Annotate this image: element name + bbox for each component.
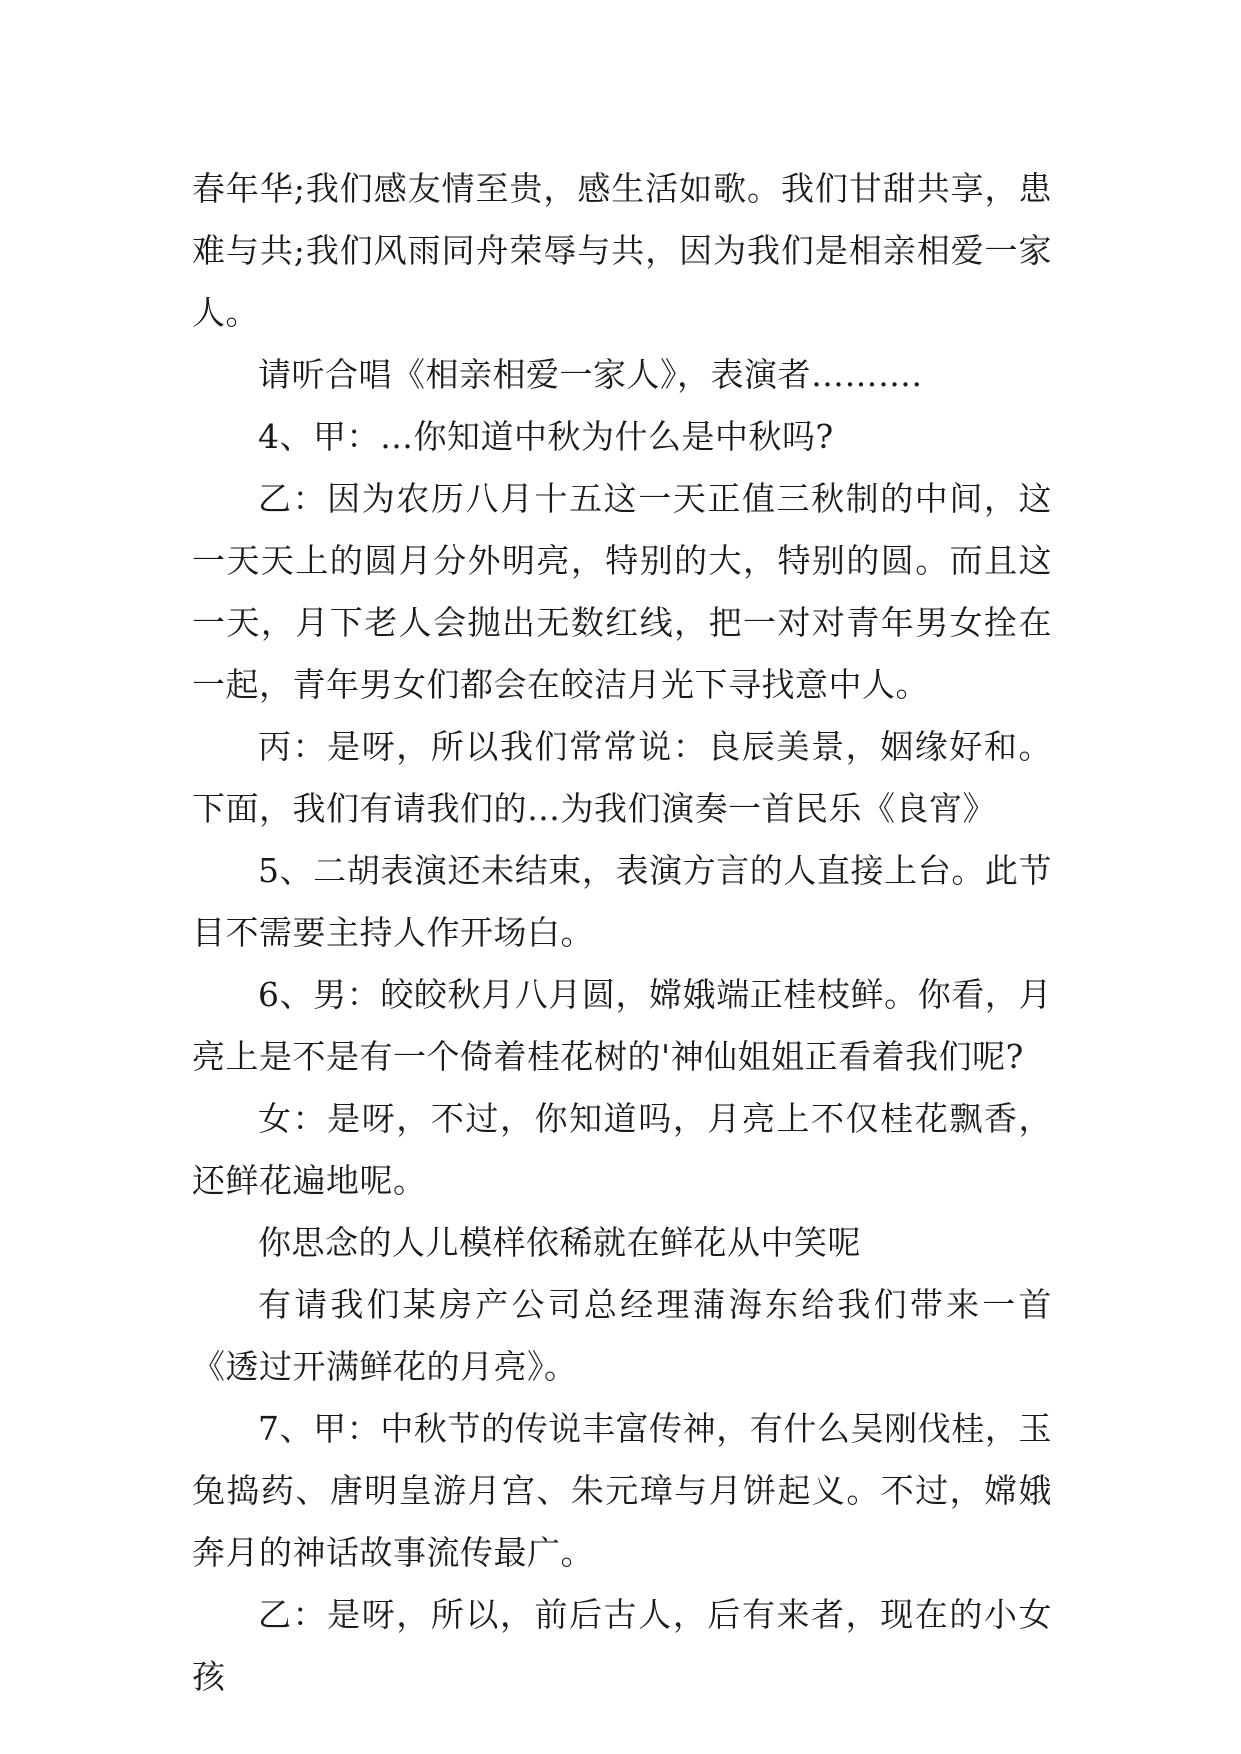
paragraph-11: 7、甲：中秋节的传说丰富传神，有什么吴刚伐桂，玉兔捣药、唐明皇游月宫、朱元璋与月饼起义。不过，嫦娥奔月的神话故事流传最广。 bbox=[192, 1409, 1052, 1572]
paragraph-8: 女：是呀，不过，你知道吗，月亮上不仅桂花飘香，还鲜花遍地呢。 bbox=[192, 1099, 1052, 1200]
body-text bbox=[192, 158, 1052, 1708]
paragraph-9: 你思念的人儿模样依稀就在鲜花从中笑呢 bbox=[258, 1223, 861, 1262]
paragraph-3: 4、甲：…你知道中秋为什么是中秋吗? bbox=[258, 417, 834, 456]
paragraph-6: 5、二胡表演还未结束，表演方言的人直接上台。此节目不需要主持人作开场白。 bbox=[192, 851, 1052, 952]
paragraph-4: 乙：因为农历八月十五这一天正值三秋制的中间，这一天天上的圆月分外明亮，特别的大，特别的圆。而且这一天，月下老人会抛出无数红线，把一对对青年男女拴在一起，青年男女们都会在皎洁月光下寻找意中人。 bbox=[192, 479, 1052, 704]
paragraph-1: 春年华;我们感友情至贵，感生活如歌。我们甘甜共享，患难与共;我们风雨同舟荣辱与共，因为我们是相亲相爱一家人。 bbox=[192, 169, 1052, 332]
paragraph-7: 6、男：皎皎秋月八月圆，嫦娥端正桂枝鲜。你看，月亮上是不是有一个倚着桂花树的'神仙姐姐正看着我们呢? bbox=[192, 975, 1052, 1076]
paragraph-5: 丙：是呀，所以我们常常说：良辰美景，姻缘好和。下面，我们有请我们的…为我们演奏一首民乐《良宵》 bbox=[192, 727, 1052, 828]
paragraph-12: 乙：是呀，所以，前后古人，后有来者，现在的小女孩 bbox=[192, 1595, 1052, 1696]
paragraph-10: 有请我们某房产公司总经理蒲海东给我们带来一首《透过开满鲜花的月亮》。 bbox=[192, 1285, 1052, 1386]
paragraph-2: 请听合唱《相亲相爱一家人》，表演者………. bbox=[258, 355, 923, 394]
